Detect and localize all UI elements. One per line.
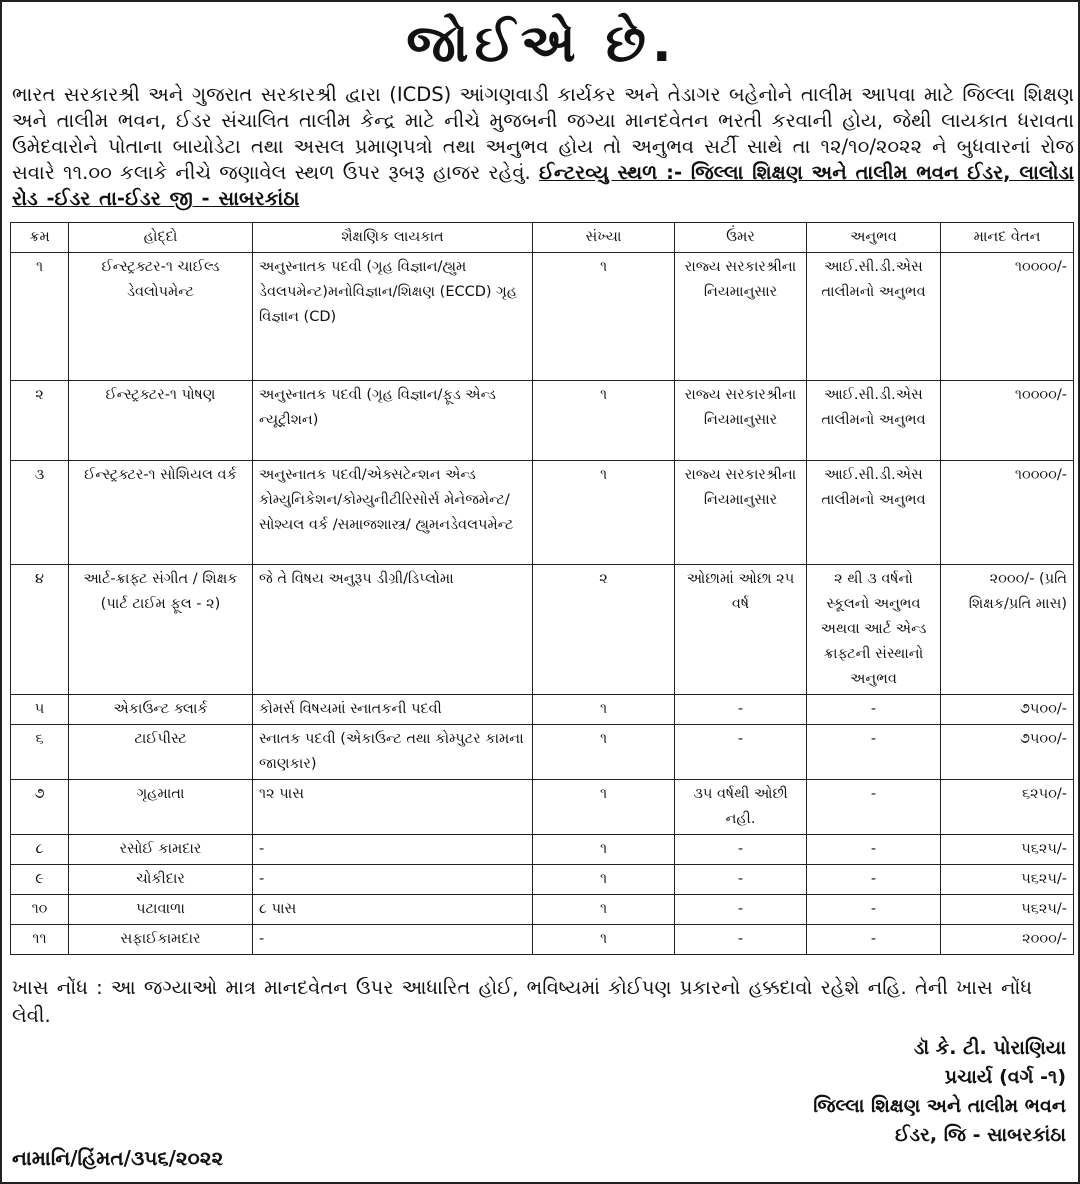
cell-pay: ૧૦૦૦૦/- [941, 253, 1074, 381]
cell-count: ૧ [533, 725, 675, 780]
cell-age: રાજ્ય સરકારશ્રીના નિયમાનુસાર [675, 253, 807, 381]
cell-post: એકાઉન્ટ ક્લાર્ક [69, 695, 253, 725]
cell-no: ૧૧ [11, 925, 69, 955]
cell-qualification: કોમર્સ વિષયમાં સ્નાતકની પદવી [253, 695, 533, 725]
signature-block [813, 1034, 1066, 1150]
cell-post: સફાઈકામદાર [69, 925, 253, 955]
header-pay: માનદ વેતન [941, 223, 1074, 253]
cell-age: રાજ્ય સરકારશ્રીના નિયમાનુસાર [675, 461, 807, 565]
cell-count: ૧ [533, 780, 675, 835]
cell-no: ૯ [11, 865, 69, 895]
header-no: ક્રમ [11, 223, 69, 253]
cell-post: રસોઈ કામદાર [69, 835, 253, 865]
cell-experience: આઈ.સી.ડી.એસ તાલીમનો અનુભવ [807, 253, 941, 381]
cell-qualification: ૮ પાસ [253, 895, 533, 925]
cell-experience: આઈ.સી.ડી.એસ તાલીમનો અનુભવ [807, 381, 941, 461]
signatory-place: ઈડર, જિ - સાબરકાંઠા [894, 1124, 1066, 1146]
header-count: સંખ્યા [533, 223, 675, 253]
cell-pay: ૧૦૦૦૦/- [941, 461, 1074, 565]
table-row [11, 780, 1074, 835]
cell-count: ૧ [533, 695, 675, 725]
cell-count: ૧ [533, 835, 675, 865]
cell-no: ૮ [11, 835, 69, 865]
table-row [11, 925, 1074, 955]
cell-experience: - [807, 780, 941, 835]
cell-qualification: - [253, 925, 533, 955]
cell-experience: - [807, 725, 941, 780]
cell-count: ૧ [533, 865, 675, 895]
cell-qualification: અનુસ્નાતક પદવી/એક્સટેન્શન એન્ડ કોમ્યુનિકેશન/કોમ્યુનીટીરિસોર્સ મેનેજમેન્ટ/સોશ્યલ વર્ક /સમાજશાસ્ત્ર/ હ્યુમનડેવલપમેન્ટ [253, 461, 533, 565]
intro-text: ભારત સરકારશ્રી અને ગુજરાત સરકારશ્રી દ્વારા (ICDS) આંગણવાડી કાર્યકર અને તેડાગર બહેનોને તાલીમ આપવા માટે જિલ્લા શિક્ષણ અને તાલીમ ભવન, ઈડર સંચાલિત તાલીમ કેન્દ્ર માટે નીચે મુજબની જગ્યા માનદવેતન ભરતી કરવાની હોય, જેથી લાયકાત ધરાવતા ઉમેદવારોને પોતાના બાયોડેટા તથા અસલ પ્રમાણપત્રો તથા અનુભવ હોય તો અનુભવ સર્ટી સાથે તા ૧૨/૧૦/૨૦૨૨ ને બુધવારનાં રોજ સવારે ૧૧.૦૦ કલાકે નીચે જણાવેલ સ્થળ ઉપર રૂબરૂ હાજર રહેવું. [12, 83, 1074, 184]
cell-pay: ૬૨૫૦/- [941, 780, 1074, 835]
page-title: જોઈએ છે. [406, 14, 678, 74]
table-row [11, 895, 1074, 925]
header-post: હોદ્દો [69, 223, 253, 253]
cell-age: - [675, 835, 807, 865]
cell-count: ૧ [533, 381, 675, 461]
table-row [11, 381, 1074, 461]
cell-experience: ૨ થી ૩ વર્ષનો સ્કૂલનો અનુભવ અથવા આર્ટ એન્ડ ક્રાફ્ટની સંસ્થાનો અનુભવ [807, 565, 941, 695]
cell-experience: - [807, 895, 941, 925]
cell-age: રાજ્ય સરકારશ્રીના નિયમાનુસાર [675, 381, 807, 461]
cell-experience: - [807, 835, 941, 865]
cell-post: ચોકીદાર [69, 865, 253, 895]
signatory-name: ડૉ કે. ટી. પોરાણિયા [913, 1037, 1066, 1059]
reference-code: નામાનિ/હિંમત/૩૫૬/૨૦૨૨ [12, 1146, 224, 1170]
header-qualification: શૈક્ષણિક લાયકાત [253, 223, 533, 253]
cell-qualification: જે તે વિષય અનુરૂપ ડીગ્રી/ડિપ્લોમા [253, 565, 533, 695]
cell-no: ૨ [11, 381, 69, 461]
table-row [11, 865, 1074, 895]
cell-age: - [675, 895, 807, 925]
table-row [11, 695, 1074, 725]
cell-experience: - [807, 695, 941, 725]
cell-count: ૨ [533, 565, 675, 695]
cell-age: - [675, 695, 807, 725]
cell-pay: ૭૫૦૦/- [941, 695, 1074, 725]
cell-age: ૩૫ વર્ષથી ઓછી નહી. [675, 780, 807, 835]
cell-age: - [675, 925, 807, 955]
cell-no: ૧૦ [11, 895, 69, 925]
cell-count: ૧ [533, 925, 675, 955]
interview-venue: ઈન્ટરવ્યુ સ્થળ :- જિલ્લા શિક્ષણ અને તાલીમ ભવન ઈડર, લાલોડા રોડ -ઈડર તા-ઈડર જી - સાબરકાંઠા [12, 161, 1075, 210]
cell-qualification: સ્નાતક પદવી (એકાઉન્ટ તથા કોમ્પુટર કામના જાણકાર) [253, 725, 533, 780]
table-row [11, 461, 1074, 565]
table-header-row [11, 223, 1074, 253]
table-row [11, 565, 1074, 695]
cell-no: ૧ [11, 253, 69, 381]
cell-pay: ૫૬૨૫/- [941, 835, 1074, 865]
cell-age: - [675, 865, 807, 895]
cell-qualification: ૧૨ પાસ [253, 780, 533, 835]
intro-paragraph [12, 82, 1074, 212]
cell-age: - [675, 725, 807, 780]
special-note: ખાસ નોંધ : આ જગ્યાઓ માત્ર માનદવેતન ઉપર આધારિત હોઈ, ભવિષ્યમાં કોઈપણ પ્રકારનો હક્કદાવો રહેશે નહિ. તેની ખાસ નોંધ લેવી. [12, 976, 1033, 1027]
cell-pay: ૨૦૦૦/- (પ્રતિ શિક્ષક/પ્રતિ માસ) [941, 565, 1074, 695]
cell-count: ૧ [533, 461, 675, 565]
cell-post: આર્ટ-ક્રાફ્ટ સંગીત / શિક્ષક (પાર્ટ ટાઈમ ફૂલ - ૨) [69, 565, 253, 695]
table-row [11, 835, 1074, 865]
header-experience: અનુભવ [807, 223, 941, 253]
cell-experience: આઈ.સી.ડી.એસ તાલીમનો અનુભવ [807, 461, 941, 565]
cell-qualification: - [253, 835, 533, 865]
cell-no: ૩ [11, 461, 69, 565]
cell-age: ઓછામાં ઓછા ૨૫ વર્ષ [675, 565, 807, 695]
cell-post: ગૃહમાતા [69, 780, 253, 835]
cell-count: ૧ [533, 895, 675, 925]
cell-experience: - [807, 925, 941, 955]
table-row [11, 725, 1074, 780]
header-age: ઉંમર [675, 223, 807, 253]
cell-no: ૪ [11, 565, 69, 695]
cell-qualification: અનુસ્નાતક પદવી (ગૃહ વિજ્ઞાન/ફૂડ એન્ડ ન્યૂટ્રીશન) [253, 381, 533, 461]
cell-pay: ૨૦૦૦/- [941, 925, 1074, 955]
cell-qualification: અનુસ્નાતક પદવી (ગૃહ વિજ્ઞાન/હ્યુમ ડેવલપમેન્ટ)મનોવિજ્ઞાન/શિક્ષણ (ECCD) ગૃહ વિજ્ઞાન (CD) [253, 253, 533, 381]
cell-post: ઈન્સ્ટ્રક્ટર-૧ પોષણ [69, 381, 253, 461]
cell-post: ટાઈપીસ્ટ [69, 725, 253, 780]
vacancy-table [10, 222, 1074, 955]
cell-post: પટાવાળા [69, 895, 253, 925]
cell-qualification: - [253, 865, 533, 895]
cell-experience: - [807, 865, 941, 895]
cell-count: ૧ [533, 253, 675, 381]
cell-pay: ૫૬૨૫/- [941, 895, 1074, 925]
cell-no: ૫ [11, 695, 69, 725]
cell-pay: ૧૦૦૦૦/- [941, 381, 1074, 461]
signatory-designation: પ્રચાર્ય (વર્ગ -૧) [944, 1066, 1066, 1088]
table-row [11, 253, 1074, 381]
cell-pay: ૭૫૦૦/- [941, 725, 1074, 780]
signatory-office: જિલ્લા શિક્ષણ અને તાલીમ ભવન [813, 1095, 1066, 1117]
cell-pay: ૫૬૨૫/- [941, 865, 1074, 895]
cell-post: ઈન્સ્ટ્રક્ટર-૧ સોશિયલ વર્ક [69, 461, 253, 565]
cell-post: ઈન્સ્ટ્રક્ટર-૧ ચાઈલ્ડ ડેવલોપમેન્ટ [69, 253, 253, 381]
cell-no: ૬ [11, 725, 69, 780]
cell-no: ૭ [11, 780, 69, 835]
